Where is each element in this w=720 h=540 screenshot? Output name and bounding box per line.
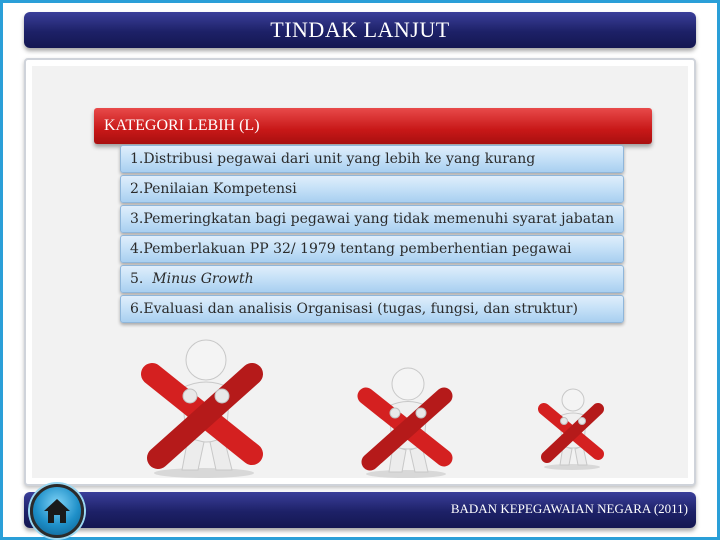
item-text: Minus Growth [152,271,254,287]
item-text: Pemeringkatan bagi pegawai yang tidak memenuhi syarat jabatan [143,211,615,227]
category-header [94,108,652,144]
list-item [120,175,624,203]
item-number: 4. [130,241,144,257]
item-number: 1. [130,151,144,167]
list-item [120,235,624,263]
item-text: Evaluasi dan analisis Organisasi (tugas, fungsi, dan struktur) [143,301,578,317]
item-text: Pemberlakuan PP 32/ 1979 tentang pemberhentian pegawai [143,241,572,257]
item-list [120,145,624,325]
item-text: Penilaian Kompetensi [143,181,297,197]
home-icon [42,497,72,525]
item-number: 6. [130,301,144,317]
list-item [120,295,624,323]
home-button[interactable] [30,484,84,538]
slide-title: TINDAK LANJUT [270,17,450,42]
category-title: KATEGORI LEBIH (L) [104,117,260,134]
footer-bar [24,492,696,528]
person-with-red-x-icon [124,330,280,480]
person-with-red-x-icon [530,384,612,472]
footer-text: BADAN KEPEGAWAIAN NEGARA (2011) [450,501,688,516]
item-number: 3. [130,211,144,227]
item-number: 5. [130,271,153,287]
person-with-red-x-icon [344,362,466,480]
item-number: 2. [130,181,144,197]
list-item [120,205,624,233]
list-item [120,265,624,293]
title-bar [24,12,696,48]
item-text: Distribusi pegawai dari unit yang lebih ke yang kurang [143,151,536,167]
list-item [120,145,624,173]
